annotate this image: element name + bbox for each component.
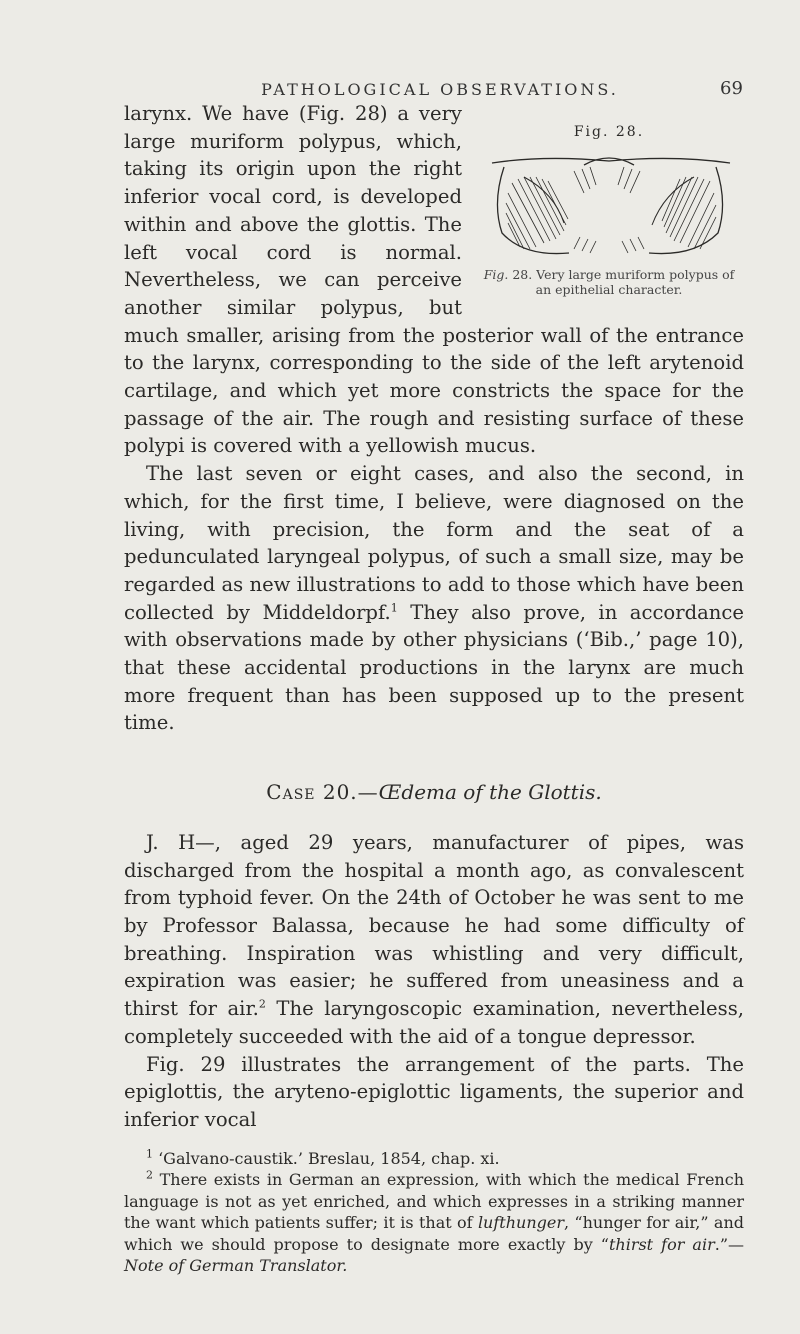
paragraph-last-cases (124, 460, 744, 737)
paragraph-fig29: Fig. 29 illustrates the arrangement of the parts. The epiglottis, the aryteno-epiglottic ligaments, the superior and inferior vocal (124, 1052, 744, 1131)
paragraph-case-history-text: J. H—, aged 29 years, manufacturer of pipes, was discharged from the hospital a month ago, as convalescent from typhoid fever. On the 24th of October he was sent to me by Professor Balassa, because he had some difficulty of breathing. Inspiration was whistling and very difficult, expiration was easier; he suffered from uneasiness and a thirst for air. (124, 830, 744, 1021)
paragraph-larynx: larynx. We have (Fig. 28) a very large muriform polypus, which, taking its origin upon the right inferior vocal cord, is developed within and above the glottis. The left vocal cord is normal. Nevertheless, we can perceive another similar polypus, but much smaller, arising from the posterior wall of the entrance to the larynx, corresponding to the side of the left arytenoid cartilage, and which yet more constricts the space for the passage of the air. The rough and resisting surface of these polypi is covered with a yellowish mucus. (124, 102, 744, 458)
footnote-2-italic-a: lufthunger (477, 1213, 564, 1233)
paragraph-last-cases-text: The last seven or eight cases, and also the second, in which, for the first time, I believe, were diagnosed on the living, with precision, the form and the seat of a pedunculated laryngeal polypus, of such a small size, may be regarded as new illustrations to add to those which have been collected by Middeldorpf. (124, 462, 744, 624)
paragraph-case-history (124, 829, 744, 1051)
figure-label: Fig. 28. (573, 124, 645, 140)
footnote-2-italic-c: Note of German Translator. (124, 1256, 348, 1276)
illustration-right-wall (649, 167, 723, 254)
footnote-2-text-c: .”— (714, 1234, 744, 1254)
figure-caption (474, 267, 744, 297)
footnote-ref-1: 1 (390, 601, 398, 615)
case-heading (124, 779, 744, 807)
footnote-ref-2: 2 (258, 997, 266, 1011)
page-number: 69 (720, 78, 743, 99)
figure-caption-text: 28. Very large muriform polypus of an epithelial character. (508, 266, 735, 297)
footnote-1-text: ‘Galvano-caustik.’ Breslau, 1854, chap. xi. (153, 1148, 500, 1168)
footnote-2-italic-b: thirst for air (608, 1234, 715, 1254)
case-heading-prefix: Case 20.— (266, 780, 379, 805)
footnote-2-text-b: , “hunger for air,” and which we should propose to designate more exactly by “ (124, 1213, 745, 1254)
figure-caption-ref: Fig. (483, 266, 509, 282)
footnote-1 (124, 1148, 744, 1170)
illustration-outline-top (492, 158, 730, 163)
footnote-1-mark: 1 (146, 1147, 153, 1161)
footnote-2 (124, 1169, 744, 1277)
figure-28 (474, 105, 744, 297)
footnote-2-mark: 2 (146, 1168, 153, 1182)
running-head: PATHOLOGICAL OBSERVATIONS. (261, 80, 619, 99)
footnotes (124, 1148, 744, 1277)
paragraph-last-cases-text-after: They also prove, in accordance with observations made by other physicians (‘Bib.,’ page 10), that these accidental productions in the larynx are much more frequent than has been supposed up to the present time. (124, 600, 744, 735)
larynx-polypus-illustration (484, 153, 734, 265)
illustration-hatching (506, 167, 716, 253)
footnote-2-text-a: There exists in German an expression, with which the medical French language is not as yet enriched, and which expresses in a striking manner the want which patients suffer; it is that of (124, 1170, 744, 1233)
text-column (124, 100, 744, 1277)
case-heading-title: Œdema of the Glottis. (378, 780, 602, 805)
paragraph-case-history-text-after: The laryngoscopic examination, nevertheless, completely succeeded with the aid of a tongue depressor. (124, 997, 744, 1048)
